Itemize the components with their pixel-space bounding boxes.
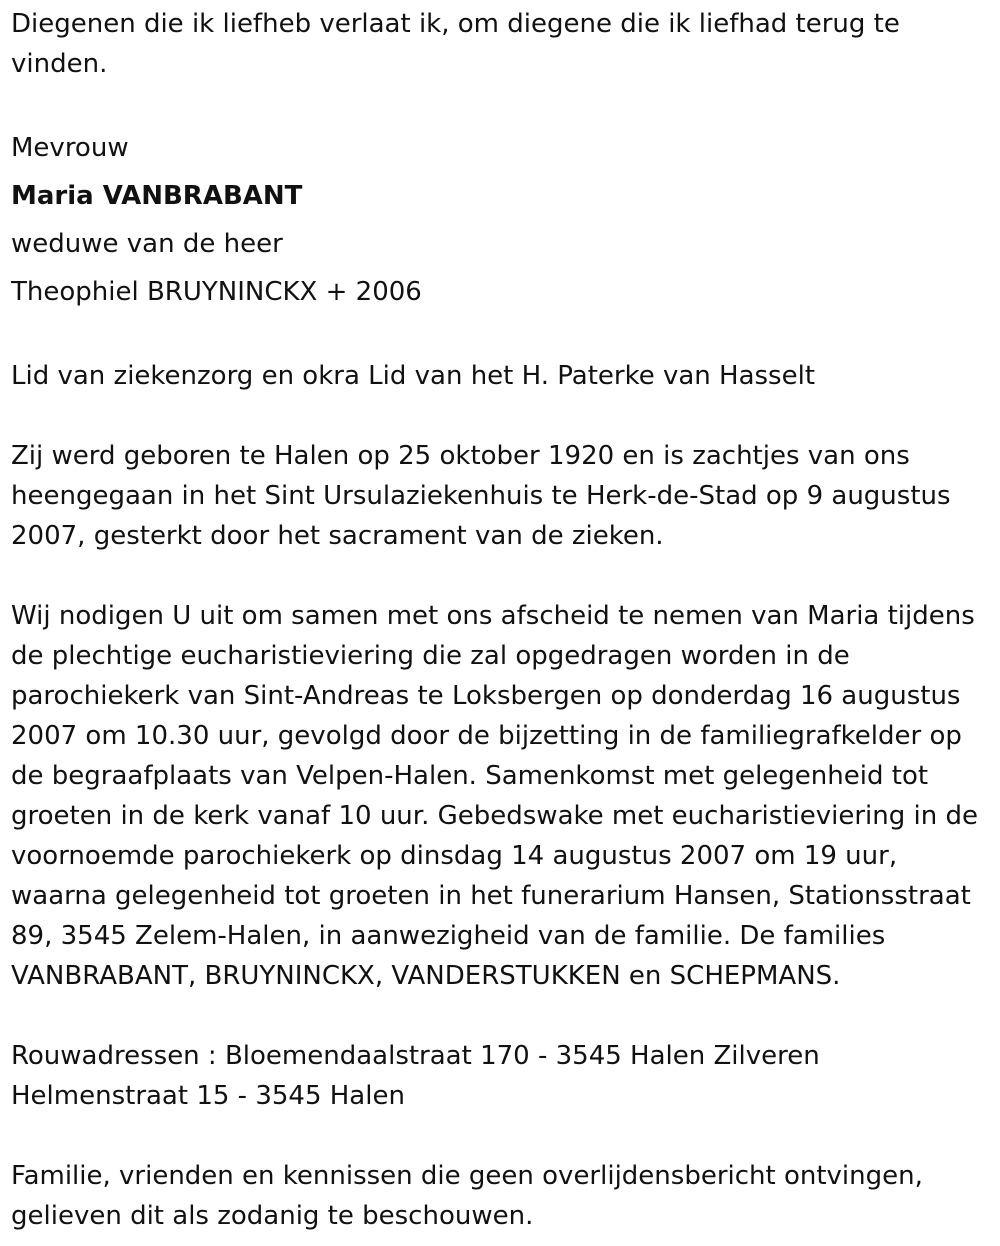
spacer — [11, 396, 986, 436]
spacer — [11, 556, 986, 596]
spacer — [11, 996, 986, 1036]
spacer — [11, 316, 986, 356]
deceased-spouse: Theophiel BRUYNINCKX + 2006 — [11, 277, 422, 307]
closing-paragraph: Familie, vrienden en kennissen die geen overlijdensbericht ontvingen, gelieven dit als zodanig te beschouwen. — [11, 1161, 923, 1231]
deceased-relation: weduwe van de heer — [11, 229, 283, 259]
birth-death-paragraph: Zij werd geboren te Halen op 25 oktober 1920 en is zachtjes van ons heengegaan in het Sint Ursulaziekenhuis te Herk-de-Stad op 9 augustus 2007, gesterkt door het sacrament van de zieken. — [11, 441, 951, 551]
deceased-block — [11, 124, 986, 316]
memberships: Lid van ziekenzorg en okra Lid van het H. Paterke van Hasselt — [11, 361, 816, 391]
invitation-paragraph: Wij nodigen U uit om samen met ons afscheid te nemen van Maria tijdens de plechtige eucharistieviering die zal opgedragen worden in de parochiekerk van Sint-Andreas te Loksbergen op donderdag 16 augustus 2007 om 10.30 uur, gevolgd door de bijzetting in de familiegrafkelder op de begraafplaats van Velpen-Halen. Samenkomst met gelegenheid tot groeten in de kerk vanaf 10 uur. Gebedswake met eucharistieviering in de voornoemde parochiekerk op dinsdag 14 augustus 2007 om 19 uur, waarna gelegenheid tot groeten in het funerarium Hansen, Stationsstraat 89, 3545 Zelem-Halen, in aanwezigheid van de familie. De families VANBRABANT, BRUYNINCKX, VANDERSTUKKEN en SCHEPMANS. — [11, 601, 978, 991]
motto: Diegenen die ik liefheb verlaat ik, om diegene die ik liefhad terug te vinden. — [11, 9, 900, 79]
spacer — [11, 1116, 986, 1156]
deceased-title: Mevrouw — [11, 133, 129, 163]
spacer — [11, 84, 986, 124]
obituary-notice — [11, 4, 986, 1236]
mourning-addresses: Rouwadressen : Bloemendaalstraat 170 - 3545 Halen Zilveren Helmenstraat 15 - 3545 Halen — [11, 1041, 820, 1111]
deceased-name: Maria VANBRABANT — [11, 181, 303, 211]
